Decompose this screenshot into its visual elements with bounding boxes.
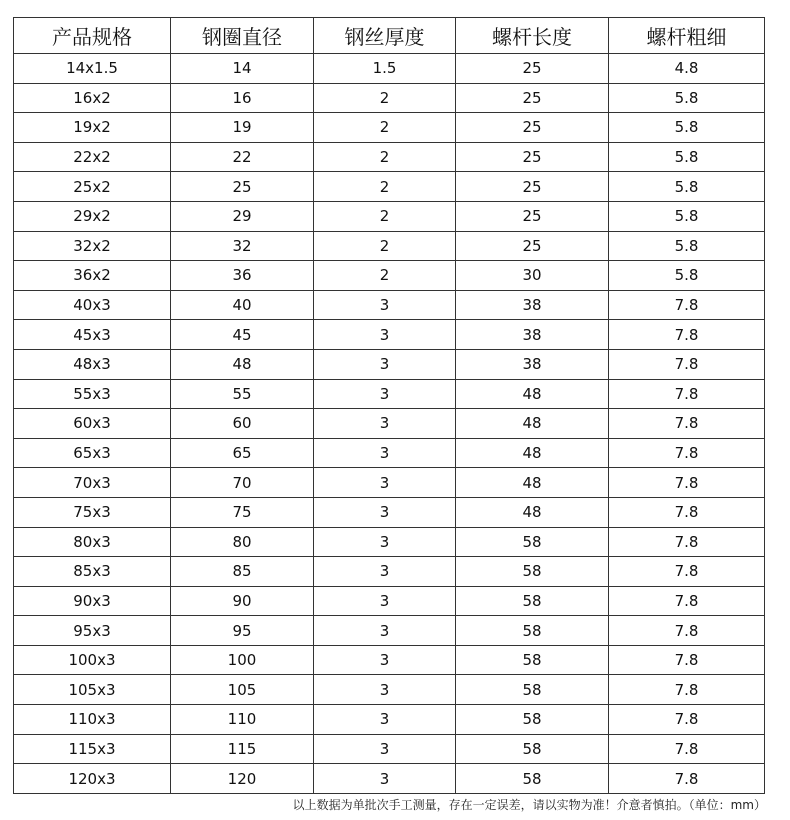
cell-wire-thickness: 3	[314, 645, 456, 675]
cell-spec: 75x3	[14, 497, 171, 527]
cell-screw-length: 48	[456, 468, 609, 498]
cell-wire-thickness: 3	[314, 557, 456, 587]
cell-ring-diameter: 105	[171, 675, 314, 705]
cell-screw-thickness: 4.8	[609, 54, 765, 84]
table-body	[14, 54, 765, 794]
cell-spec: 55x3	[14, 379, 171, 409]
cell-spec: 65x3	[14, 438, 171, 468]
cell-screw-length: 25	[456, 113, 609, 143]
cell-screw-length: 58	[456, 734, 609, 764]
table-row	[14, 290, 765, 320]
table-row	[14, 497, 765, 527]
cell-screw-thickness: 5.8	[609, 142, 765, 172]
table-row	[14, 172, 765, 202]
cell-screw-thickness: 7.8	[609, 320, 765, 350]
cell-ring-diameter: 55	[171, 379, 314, 409]
spec-table	[13, 17, 765, 794]
cell-wire-thickness: 2	[314, 172, 456, 202]
cell-spec: 95x3	[14, 616, 171, 646]
cell-wire-thickness: 3	[314, 409, 456, 439]
cell-spec: 14x1.5	[14, 54, 171, 84]
cell-wire-thickness: 3	[314, 527, 456, 557]
header-wire-thickness: 钢丝厚度	[314, 18, 456, 54]
cell-ring-diameter: 95	[171, 616, 314, 646]
cell-wire-thickness: 3	[314, 586, 456, 616]
cell-wire-thickness: 3	[314, 320, 456, 350]
cell-ring-diameter: 25	[171, 172, 314, 202]
cell-screw-length: 38	[456, 349, 609, 379]
cell-spec: 22x2	[14, 142, 171, 172]
cell-screw-length: 38	[456, 320, 609, 350]
cell-screw-length: 48	[456, 379, 609, 409]
cell-spec: 120x3	[14, 764, 171, 794]
cell-wire-thickness: 2	[314, 142, 456, 172]
table-row	[14, 379, 765, 409]
cell-wire-thickness: 2	[314, 231, 456, 261]
cell-spec: 40x3	[14, 290, 171, 320]
cell-wire-thickness: 3	[314, 764, 456, 794]
cell-wire-thickness: 3	[314, 290, 456, 320]
cell-ring-diameter: 90	[171, 586, 314, 616]
table-row	[14, 616, 765, 646]
cell-screw-length: 58	[456, 527, 609, 557]
cell-screw-thickness: 5.8	[609, 261, 765, 291]
header-screw-length: 螺杆长度	[456, 18, 609, 54]
cell-screw-thickness: 5.8	[609, 231, 765, 261]
table-row	[14, 231, 765, 261]
cell-screw-thickness: 7.8	[609, 290, 765, 320]
cell-spec: 48x3	[14, 349, 171, 379]
cell-ring-diameter: 19	[171, 113, 314, 143]
cell-ring-diameter: 85	[171, 557, 314, 587]
cell-wire-thickness: 1.5	[314, 54, 456, 84]
cell-wire-thickness: 3	[314, 675, 456, 705]
cell-screw-length: 58	[456, 557, 609, 587]
cell-screw-thickness: 7.8	[609, 764, 765, 794]
table-row	[14, 675, 765, 705]
table-row	[14, 142, 765, 172]
cell-screw-length: 25	[456, 201, 609, 231]
cell-screw-length: 25	[456, 83, 609, 113]
cell-screw-length: 30	[456, 261, 609, 291]
cell-screw-length: 58	[456, 586, 609, 616]
table-row	[14, 54, 765, 84]
cell-ring-diameter: 48	[171, 349, 314, 379]
cell-wire-thickness: 2	[314, 113, 456, 143]
cell-ring-diameter: 100	[171, 645, 314, 675]
cell-ring-diameter: 110	[171, 705, 314, 735]
cell-spec: 45x3	[14, 320, 171, 350]
cell-spec: 25x2	[14, 172, 171, 202]
cell-screw-thickness: 7.8	[609, 527, 765, 557]
cell-screw-thickness: 7.8	[609, 645, 765, 675]
cell-screw-length: 58	[456, 616, 609, 646]
cell-spec: 29x2	[14, 201, 171, 231]
cell-screw-length: 25	[456, 54, 609, 84]
cell-screw-thickness: 7.8	[609, 734, 765, 764]
cell-spec: 100x3	[14, 645, 171, 675]
cell-screw-thickness: 5.8	[609, 113, 765, 143]
cell-ring-diameter: 32	[171, 231, 314, 261]
cell-wire-thickness: 2	[314, 83, 456, 113]
header-screw-thickness: 螺杆粗细	[609, 18, 765, 54]
cell-screw-length: 25	[456, 172, 609, 202]
table-row	[14, 438, 765, 468]
cell-wire-thickness: 3	[314, 705, 456, 735]
table-row	[14, 320, 765, 350]
table-row	[14, 201, 765, 231]
cell-screw-thickness: 7.8	[609, 616, 765, 646]
table-row	[14, 527, 765, 557]
cell-screw-thickness: 7.8	[609, 705, 765, 735]
cell-spec: 36x2	[14, 261, 171, 291]
cell-screw-thickness: 7.8	[609, 675, 765, 705]
table-header	[14, 18, 765, 54]
table-row	[14, 557, 765, 587]
cell-screw-thickness: 7.8	[609, 468, 765, 498]
cell-wire-thickness: 3	[314, 497, 456, 527]
table-row	[14, 764, 765, 794]
cell-screw-length: 48	[456, 497, 609, 527]
cell-screw-length: 58	[456, 764, 609, 794]
cell-screw-thickness: 5.8	[609, 83, 765, 113]
cell-screw-thickness: 5.8	[609, 172, 765, 202]
cell-wire-thickness: 2	[314, 261, 456, 291]
cell-screw-thickness: 7.8	[609, 379, 765, 409]
cell-screw-thickness: 7.8	[609, 557, 765, 587]
table-row	[14, 83, 765, 113]
cell-ring-diameter: 16	[171, 83, 314, 113]
table-row	[14, 705, 765, 735]
header-row	[14, 18, 765, 54]
cell-ring-diameter: 14	[171, 54, 314, 84]
cell-screw-length: 38	[456, 290, 609, 320]
table-row	[14, 349, 765, 379]
table-row	[14, 734, 765, 764]
cell-screw-thickness: 7.8	[609, 438, 765, 468]
cell-ring-diameter: 40	[171, 290, 314, 320]
table-row	[14, 586, 765, 616]
cell-screw-thickness: 7.8	[609, 349, 765, 379]
cell-ring-diameter: 80	[171, 527, 314, 557]
cell-screw-length: 58	[456, 705, 609, 735]
cell-spec: 90x3	[14, 586, 171, 616]
cell-ring-diameter: 120	[171, 764, 314, 794]
cell-ring-diameter: 22	[171, 142, 314, 172]
cell-spec: 60x3	[14, 409, 171, 439]
cell-spec: 80x3	[14, 527, 171, 557]
table-row	[14, 468, 765, 498]
cell-ring-diameter: 65	[171, 438, 314, 468]
table-row	[14, 113, 765, 143]
cell-spec: 70x3	[14, 468, 171, 498]
cell-screw-length: 25	[456, 142, 609, 172]
table-row	[14, 261, 765, 291]
header-spec: 产品规格	[14, 18, 171, 54]
cell-screw-length: 58	[456, 675, 609, 705]
cell-ring-diameter: 75	[171, 497, 314, 527]
cell-wire-thickness: 3	[314, 379, 456, 409]
table-row	[14, 409, 765, 439]
cell-screw-length: 48	[456, 409, 609, 439]
cell-screw-thickness: 5.8	[609, 201, 765, 231]
cell-ring-diameter: 60	[171, 409, 314, 439]
cell-spec: 105x3	[14, 675, 171, 705]
cell-screw-thickness: 7.8	[609, 409, 765, 439]
cell-ring-diameter: 70	[171, 468, 314, 498]
cell-ring-diameter: 45	[171, 320, 314, 350]
footnote: 以上数据为单批次手工测量，存在一定误差，请以实物为准！介意者慎拍。（单位：mm）	[292, 798, 766, 812]
cell-spec: 19x2	[14, 113, 171, 143]
cell-spec: 16x2	[14, 83, 171, 113]
cell-wire-thickness: 3	[314, 349, 456, 379]
cell-wire-thickness: 2	[314, 201, 456, 231]
cell-spec: 32x2	[14, 231, 171, 261]
cell-wire-thickness: 3	[314, 468, 456, 498]
cell-screw-length: 48	[456, 438, 609, 468]
cell-spec: 110x3	[14, 705, 171, 735]
cell-wire-thickness: 3	[314, 734, 456, 764]
cell-ring-diameter: 29	[171, 201, 314, 231]
cell-screw-length: 25	[456, 231, 609, 261]
cell-spec: 85x3	[14, 557, 171, 587]
cell-screw-length: 58	[456, 645, 609, 675]
table-row	[14, 645, 765, 675]
cell-wire-thickness: 3	[314, 438, 456, 468]
cell-wire-thickness: 3	[314, 616, 456, 646]
cell-spec: 115x3	[14, 734, 171, 764]
cell-screw-thickness: 7.8	[609, 586, 765, 616]
header-ring-diameter: 钢圈直径	[171, 18, 314, 54]
cell-ring-diameter: 115	[171, 734, 314, 764]
cell-screw-thickness: 7.8	[609, 497, 765, 527]
cell-ring-diameter: 36	[171, 261, 314, 291]
